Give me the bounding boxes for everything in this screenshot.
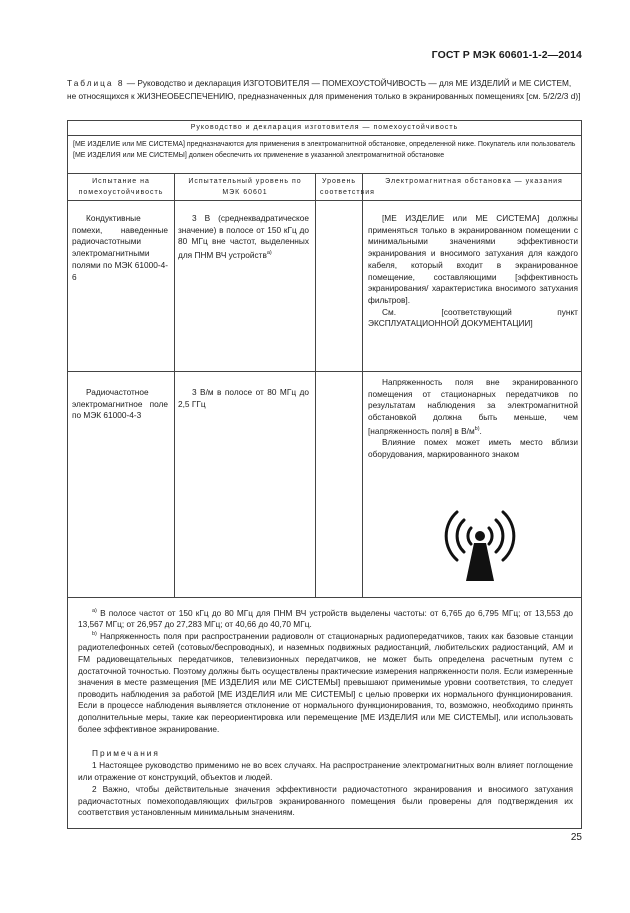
note-2: 2 Важно, чтобы действительные значения эффективности радиочастотного экранирования и вносимого затухания радиочастотных помехоподавляющих фильтров экранированного помещения были проверены для подтверждения их соответствия установленным минимальным значениям. xyxy=(78,784,573,818)
row-1-test: Кондуктивные помехи, наведенные радиочастотными электромагнитными полями по МЭК 61000-4-6 xyxy=(72,213,168,282)
footnote-b-mark: b) xyxy=(92,631,97,637)
table-caption-text: — Руководство и декларация ИЗГОТОВИТЕЛЯ — ПОМЕХОУСТОЙЧИВОСТЬ — для МЕ ИЗДЕЛИЙ и МЕ СИСТЕМ, не относящихся к ЖИЗНЕОБЕСПЕЧЕНИЮ, предназначенных для применения только в экранированных помещениях [см. 5/2/2/3 d)] xyxy=(67,78,581,101)
table-intro: [МЕ ИЗДЕЛИЕ или МЕ СИСТЕМА] предназначаются для применения в электромагнитной обстановке, определенной ниже. Покупатель или пользователь [МЕ ИЗДЕЛИЯ или МЕ СИСТЕМЫ] должен обеспечить их применение в указанной электромагнитной обстановке xyxy=(73,141,576,159)
footnote-a-mark: a) xyxy=(92,608,97,614)
row-2-guidance-text xyxy=(368,377,578,437)
column-header-test: Испытание на помехоустойчивость xyxy=(78,178,164,196)
column-header-compliance: Уровень соответствия xyxy=(320,178,375,196)
notes-heading: Примечания xyxy=(92,748,160,758)
note-1: 1 Настоящее руководство применимо не во всех случаях. На распространение электромагнитных волн влияет поглощение или отражение от конструкций, объектов и людей. xyxy=(78,760,573,782)
footnote-a-ref: a) xyxy=(266,250,272,257)
radiation-wave-mid-right xyxy=(496,520,503,552)
table-title: Руководство и декларация изготовителя — помехоустойчивость xyxy=(190,124,459,131)
row-2-guidance-main: Напряженность поля вне экранированного помещения от стационарных передатчиков по результатам наблюдения за электромагнитной обстановкой должна быть меньше, чем [напряженность поля] в В/м xyxy=(368,377,578,436)
antenna-point xyxy=(475,531,485,541)
page-number: 25 xyxy=(570,832,582,843)
footnote-a-text: В полосе частот от 150 кГц до 80 МГц для ПНМ ВЧ устройств выделены частоты: от 6,765 до 6,795 МГц; от 13,553 до 13,567 МГц; от 26,957 до 27,283 МГц; от 40,66 до 40,70 МГц. xyxy=(78,607,573,630)
radiation-wave-inner-left xyxy=(468,528,471,544)
radiation-wave-outer-right xyxy=(503,512,514,560)
table-caption xyxy=(67,77,582,103)
footnote-b-ref: b) xyxy=(474,425,480,432)
footnote-b xyxy=(78,629,573,735)
radiation-wave-mid-left xyxy=(457,520,464,552)
radiation-wave-outer-left xyxy=(446,512,457,560)
footnote-b-text: Напряженность поля при распространении радиоволн от стационарных радиопередатчиков, таких как базовые станции радиотелефонных сетей (сотовых/беспроводных), и наземных подвижных радиостанций, любительских радиостанций, АМ и FM радиовещательных передатчиков, телевизионных передатчиков, не может быть определена расчетным путем с достаточной точностью. Поэтому должны быть осуществлены практические измерения напряженности поля. Если измеренные значения в месте размещения [МЕ ИЗДЕЛИЯ или МЕ СИСТЕМЫ] превышают применимые уровни соответствия, то следует проводить наблюдения за работой [МЕ ИЗДЕЛИЯ или МЕ СИСТЕМЫ] с целью проверки их нормального функционирования. Если в процессе наблюдения выявляется отклонение от нормального функционирования, то, возможно, необходимо принять дополнительные меры, такие как переориентировка или перемещение [МЕ ИЗДЕЛИЯ или МЕ СИСТЕМЫ], или использовать более эффективное экранирование. xyxy=(78,630,573,734)
row-1-level-text: 3 В (среднеквадратическое значение) в полосе от 150 кГц до 80 МГц вне частот, выделенных для ПНМ ВЧ устройств xyxy=(178,213,309,260)
immunity-table xyxy=(67,120,582,829)
non-ionizing-radiation-icon xyxy=(435,495,525,585)
row-1-guidance-text: [МЕ ИЗДЕЛИЕ или МЕ СИСТЕМА] должны применяться только в экранированном помещении с минимальными значениями эффективности экранирования и вносимого затухания для каждого кабеля, который входит в экранированное помещение, составляющими [эффективность экранирования/ характеристика вносимого затухания фильтров]. xyxy=(368,213,578,305)
row-1-guidance xyxy=(368,213,578,330)
antenna-mast xyxy=(466,543,494,581)
row-2-test: Радиочастотное электромагнитное поле по МЭК 61000-4-3 xyxy=(72,387,168,421)
document-header: ГОСТ Р МЭК 60601-1-2—2014 xyxy=(431,49,582,61)
radiation-wave-inner-right xyxy=(489,528,492,544)
row-2-guidance xyxy=(368,377,578,461)
column-header-guidance: Электромагнитная обстановка — указания xyxy=(385,178,563,185)
footnote-a xyxy=(78,606,573,631)
row-1-level xyxy=(178,213,309,262)
row-2-level: 3 В/м в полосе от 80 МГц до 2,5 ГГц xyxy=(178,387,309,409)
column-header-level: Испытательный уровень по МЭК 60601 xyxy=(188,178,302,196)
row-2-guidance-end: . xyxy=(479,425,482,436)
row-2-guidance-symbol-note: Влияние помех может иметь место вблизи оборудования, маркированного знаком xyxy=(368,437,578,459)
row-1-guidance-reference: См. [соответствующий пункт ЭКСПЛУАТАЦИОННОЙ ДОКУМЕНТАЦИИ] xyxy=(368,306,578,329)
table-caption-label: Таблица 8 xyxy=(67,78,125,88)
